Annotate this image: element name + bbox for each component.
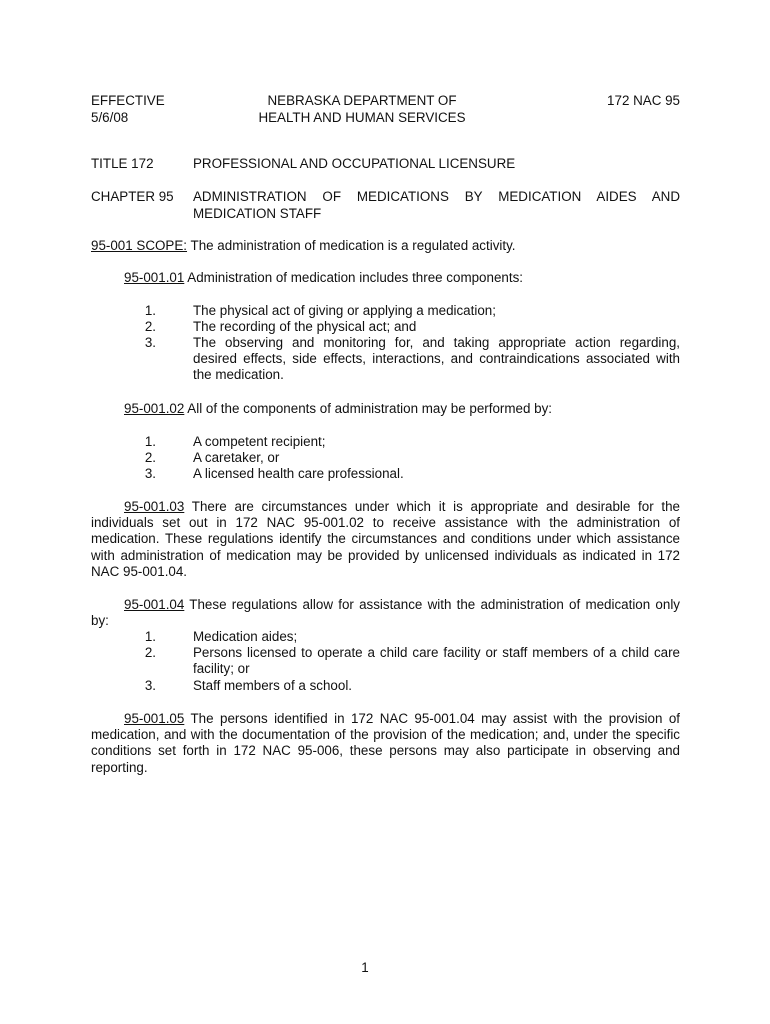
section-01-intro <box>124 270 523 286</box>
scope-paragraph <box>91 238 516 254</box>
title-text: PROFESSIONAL AND OCCUPATIONAL LICENSURE <box>193 156 516 171</box>
section-03-text: There are circumstances under which it is appropriate and desirable for the individuals set out in 172 NAC 95-001.02 to receive assistance with the administration of medication. These regulations identify the circumstances and conditions under which assistance with administration of medication may be provided by unlicensed individuals as indicated in 172 NAC 95-001.04. <box>91 499 680 579</box>
list-item-number: 2. <box>144 319 156 334</box>
list-item-number: 3. <box>144 466 156 481</box>
list-item-text: A caretaker, or <box>193 450 280 465</box>
section-03-reference: 95-001.03 <box>124 499 185 514</box>
section-05-text: The persons identified in 172 NAC 95-001.04 may assist with the provision of medication, and with the documentation of the provision of the medication; and, under the specific conditions set forth in 172 NAC 95-006, these persons may also participate in observing and reporting. <box>91 711 680 775</box>
section-02-reference: 95-001.02 <box>124 401 185 416</box>
section-02-text: All of the components of administration may be performed by: <box>184 401 552 416</box>
section-02-intro <box>124 401 552 417</box>
list-item-text: The recording of the physical act; and <box>193 319 417 334</box>
list-item <box>134 303 680 319</box>
list-item <box>134 466 680 482</box>
chapter-text: ADMINISTRATION OF MEDICATIONS BY MEDICATION AIDES AND MEDICATION STAFF <box>193 189 680 221</box>
list-item-number: 3. <box>144 678 156 693</box>
page-number: 1 <box>361 960 369 975</box>
list-item <box>134 434 680 450</box>
list-item-text: Persons licensed to operate a child care facility or staff members of a child care facility; or <box>193 645 680 677</box>
list-item-text: The physical act of giving or applying a medication; <box>193 303 496 318</box>
effective-date: 5/6/08 <box>91 110 129 125</box>
list-item-text: A licensed health care professional. <box>193 466 404 481</box>
section-03-paragraph <box>91 499 680 580</box>
department-name-line2: HEALTH AND HUMAN SERVICES <box>258 110 466 125</box>
section-04-reference: 95-001.04 <box>124 597 185 612</box>
section-01-reference: 95-001.01 <box>124 270 185 285</box>
list-item <box>134 335 680 385</box>
section-04-paragraph <box>91 597 680 629</box>
list-item-text: A competent recipient; <box>193 434 326 449</box>
regulation-code: 172 NAC 95 <box>607 93 680 108</box>
list-item-number: 3. <box>144 335 156 350</box>
list-item-text: Staff members of a school. <box>193 678 353 693</box>
section-05-reference: 95-001.05 <box>124 711 185 726</box>
section-04-text: These regulations allow for assistance with the administration of medication only by: <box>91 597 680 629</box>
section-05-paragraph <box>91 711 680 776</box>
list-item-number: 2. <box>144 450 156 465</box>
list-item-number: 1. <box>144 303 156 318</box>
list-item <box>134 319 680 335</box>
section-01-text: Administration of medication includes three components: <box>184 270 523 285</box>
list-item-text: Medication aides; <box>193 629 298 644</box>
effective-label: EFFECTIVE <box>91 93 165 108</box>
list-item <box>134 678 680 694</box>
scope-reference: 95-001 SCOPE: <box>91 238 188 253</box>
list-item-text: The observing and monitoring for, and taking appropriate action regarding, desired effects, side effects, interactions, and contraindications associated with the medication. <box>193 335 680 383</box>
department-name-line1: NEBRASKA DEPARTMENT OF <box>267 93 457 108</box>
title-label: TITLE 172 <box>91 156 154 171</box>
list-item <box>134 645 680 678</box>
list-item <box>134 629 680 645</box>
list-item <box>134 450 680 466</box>
scope-text: The administration of medication is a regulated activity. <box>187 238 516 253</box>
chapter-label: CHAPTER 95 <box>91 189 174 204</box>
list-item-number: 1. <box>144 629 156 644</box>
list-item-number: 2. <box>144 645 156 660</box>
list-item-number: 1. <box>144 434 156 449</box>
